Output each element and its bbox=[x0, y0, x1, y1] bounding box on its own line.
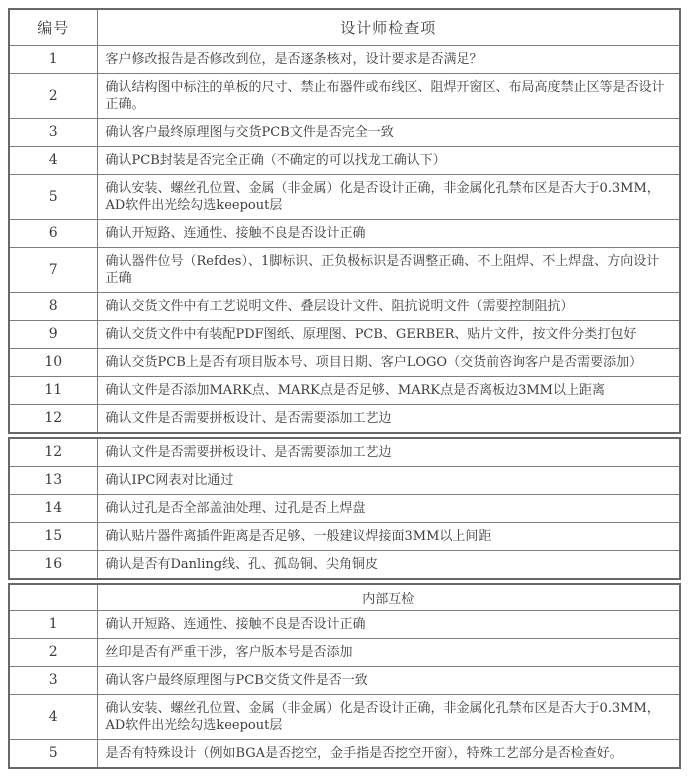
row-number-cell: 16 bbox=[9, 550, 97, 579]
empty-number-cell bbox=[9, 584, 97, 611]
check-item-cell: 确认文件是否添加MARK点、MARK点是否足够、MARK点是否离板边3MM以上距离 bbox=[97, 376, 680, 404]
table-row bbox=[9, 438, 680, 467]
designer-check-table-part1 bbox=[8, 8, 681, 434]
row-number-cell: 9 bbox=[9, 320, 97, 348]
table-row bbox=[9, 146, 680, 174]
check-item-cell: 确认交货文件中有装配PDF图纸、原理图、PCB、GERBER、贴片文件，按文件分类打包好 bbox=[97, 320, 680, 348]
table-row bbox=[9, 219, 680, 247]
table-row bbox=[9, 522, 680, 550]
check-item-cell: 确认交货PCB上是否有项目版本号、项目日期、客户LOGO（交货前咨询客户是否需要添加） bbox=[97, 348, 680, 376]
check-item-cell: 确认贴片器件离插件距离是否足够、一般建议焊接面3MM以上间距 bbox=[97, 522, 680, 550]
check-item-cell: 丝印是否有严重干涉，客户版本号是否添加 bbox=[97, 638, 680, 666]
check-item-cell: 确认客户最终原理图与交货PCB文件是否完全一致 bbox=[97, 118, 680, 146]
check-item-cell: 确认器件位号（Refdes）、1脚标识、正负极标识是否调整正确、不上阻焊、不上焊盘、方向设计正确 bbox=[97, 247, 680, 292]
row-number-cell: 15 bbox=[9, 522, 97, 550]
check-item-cell: 确认IPC网表对比通过 bbox=[97, 466, 680, 494]
table-row bbox=[9, 610, 680, 638]
table-row bbox=[9, 550, 680, 579]
check-item-cell: 确认文件是否需要拼板设计、是否需要添加工艺边 bbox=[97, 438, 680, 467]
table-row bbox=[9, 466, 680, 494]
table-row bbox=[9, 638, 680, 666]
header-row bbox=[9, 9, 680, 45]
check-item-cell: 确认PCB封装是否完全正确（不确定的可以找龙工确认下） bbox=[97, 146, 680, 174]
row-number-cell: 5 bbox=[9, 739, 97, 768]
check-item-cell: 确认是否有Danling线、孔、孤岛铜、尖角铜皮 bbox=[97, 550, 680, 579]
check-item-cell: 确认过孔是否全部盖油处理、过孔是否上焊盘 bbox=[97, 494, 680, 522]
check-item-cell: 确认开短路、连通性、接触不良是否设计正确 bbox=[97, 219, 680, 247]
row-number-cell: 12 bbox=[9, 404, 97, 433]
table-row bbox=[9, 320, 680, 348]
row-number-cell: 2 bbox=[9, 638, 97, 666]
table-row bbox=[9, 739, 680, 768]
row-number-cell: 11 bbox=[9, 376, 97, 404]
table-row bbox=[9, 45, 680, 73]
table-row bbox=[9, 292, 680, 320]
column-header-check-item: 设计师检查项 bbox=[97, 9, 680, 45]
row-number-cell: 1 bbox=[9, 610, 97, 638]
section-title: 内部互检 bbox=[97, 584, 680, 611]
check-item-cell: 确认开短路、连通性、接触不良是否设计正确 bbox=[97, 610, 680, 638]
table-row bbox=[9, 73, 680, 118]
row-number-cell: 7 bbox=[9, 247, 97, 292]
column-header-number: 编号 bbox=[9, 9, 97, 45]
check-item-cell: 是否有特殊设计（例如BGA是否挖空，金手指是否挖空开窗），特殊工艺部分是否检查好。 bbox=[97, 739, 680, 768]
table-row bbox=[9, 694, 680, 739]
section-title-row bbox=[9, 584, 680, 611]
row-number-cell: 2 bbox=[9, 73, 97, 118]
table-row bbox=[9, 348, 680, 376]
table-row bbox=[9, 404, 680, 433]
row-number-cell: 13 bbox=[9, 466, 97, 494]
row-number-cell: 10 bbox=[9, 348, 97, 376]
check-item-cell: 确认结构图中标注的单板的尺寸、禁止布器件或布线区、阻焊开窗区、布局高度禁止区等是否设计正确。 bbox=[97, 73, 680, 118]
check-item-cell: 确认客户最终原理图与PCB交货文件是否一致 bbox=[97, 666, 680, 694]
row-number-cell: 1 bbox=[9, 45, 97, 73]
table-row bbox=[9, 666, 680, 694]
row-number-cell: 4 bbox=[9, 694, 97, 739]
check-item-cell: 客户修改报告是否修改到位，是否逐条核对，设计要求是否满足？ bbox=[97, 45, 680, 73]
check-item-cell: 确认交货文件中有工艺说明文件、叠层设计文件、阻抗说明文件（需要控制阻抗） bbox=[97, 292, 680, 320]
row-number-cell: 5 bbox=[9, 174, 97, 219]
row-number-cell: 3 bbox=[9, 118, 97, 146]
designer-check-table-part2 bbox=[8, 437, 681, 580]
table-row bbox=[9, 494, 680, 522]
table-row bbox=[9, 376, 680, 404]
row-number-cell: 14 bbox=[9, 494, 97, 522]
row-number-cell: 8 bbox=[9, 292, 97, 320]
row-number-cell: 4 bbox=[9, 146, 97, 174]
internal-check-table bbox=[8, 583, 681, 769]
row-number-cell: 6 bbox=[9, 219, 97, 247]
check-item-cell: 确认安装、螺丝孔位置、金属（非金属）化是否设计正确，非金属化孔禁布区是否大于0.3MM，AD软件出光绘勾选keepout层 bbox=[97, 694, 680, 739]
table-row bbox=[9, 118, 680, 146]
check-item-cell: 确认安装、螺丝孔位置、金属（非金属）化是否设计正确，非金属化孔禁布区是否大于0.3MM，AD软件出光绘勾选keepout层 bbox=[97, 174, 680, 219]
row-number-cell: 12 bbox=[9, 438, 97, 467]
check-item-cell: 确认文件是否需要拼板设计、是否需要添加工艺边 bbox=[97, 404, 680, 433]
table-row bbox=[9, 247, 680, 292]
row-number-cell: 3 bbox=[9, 666, 97, 694]
table-row bbox=[9, 174, 680, 219]
